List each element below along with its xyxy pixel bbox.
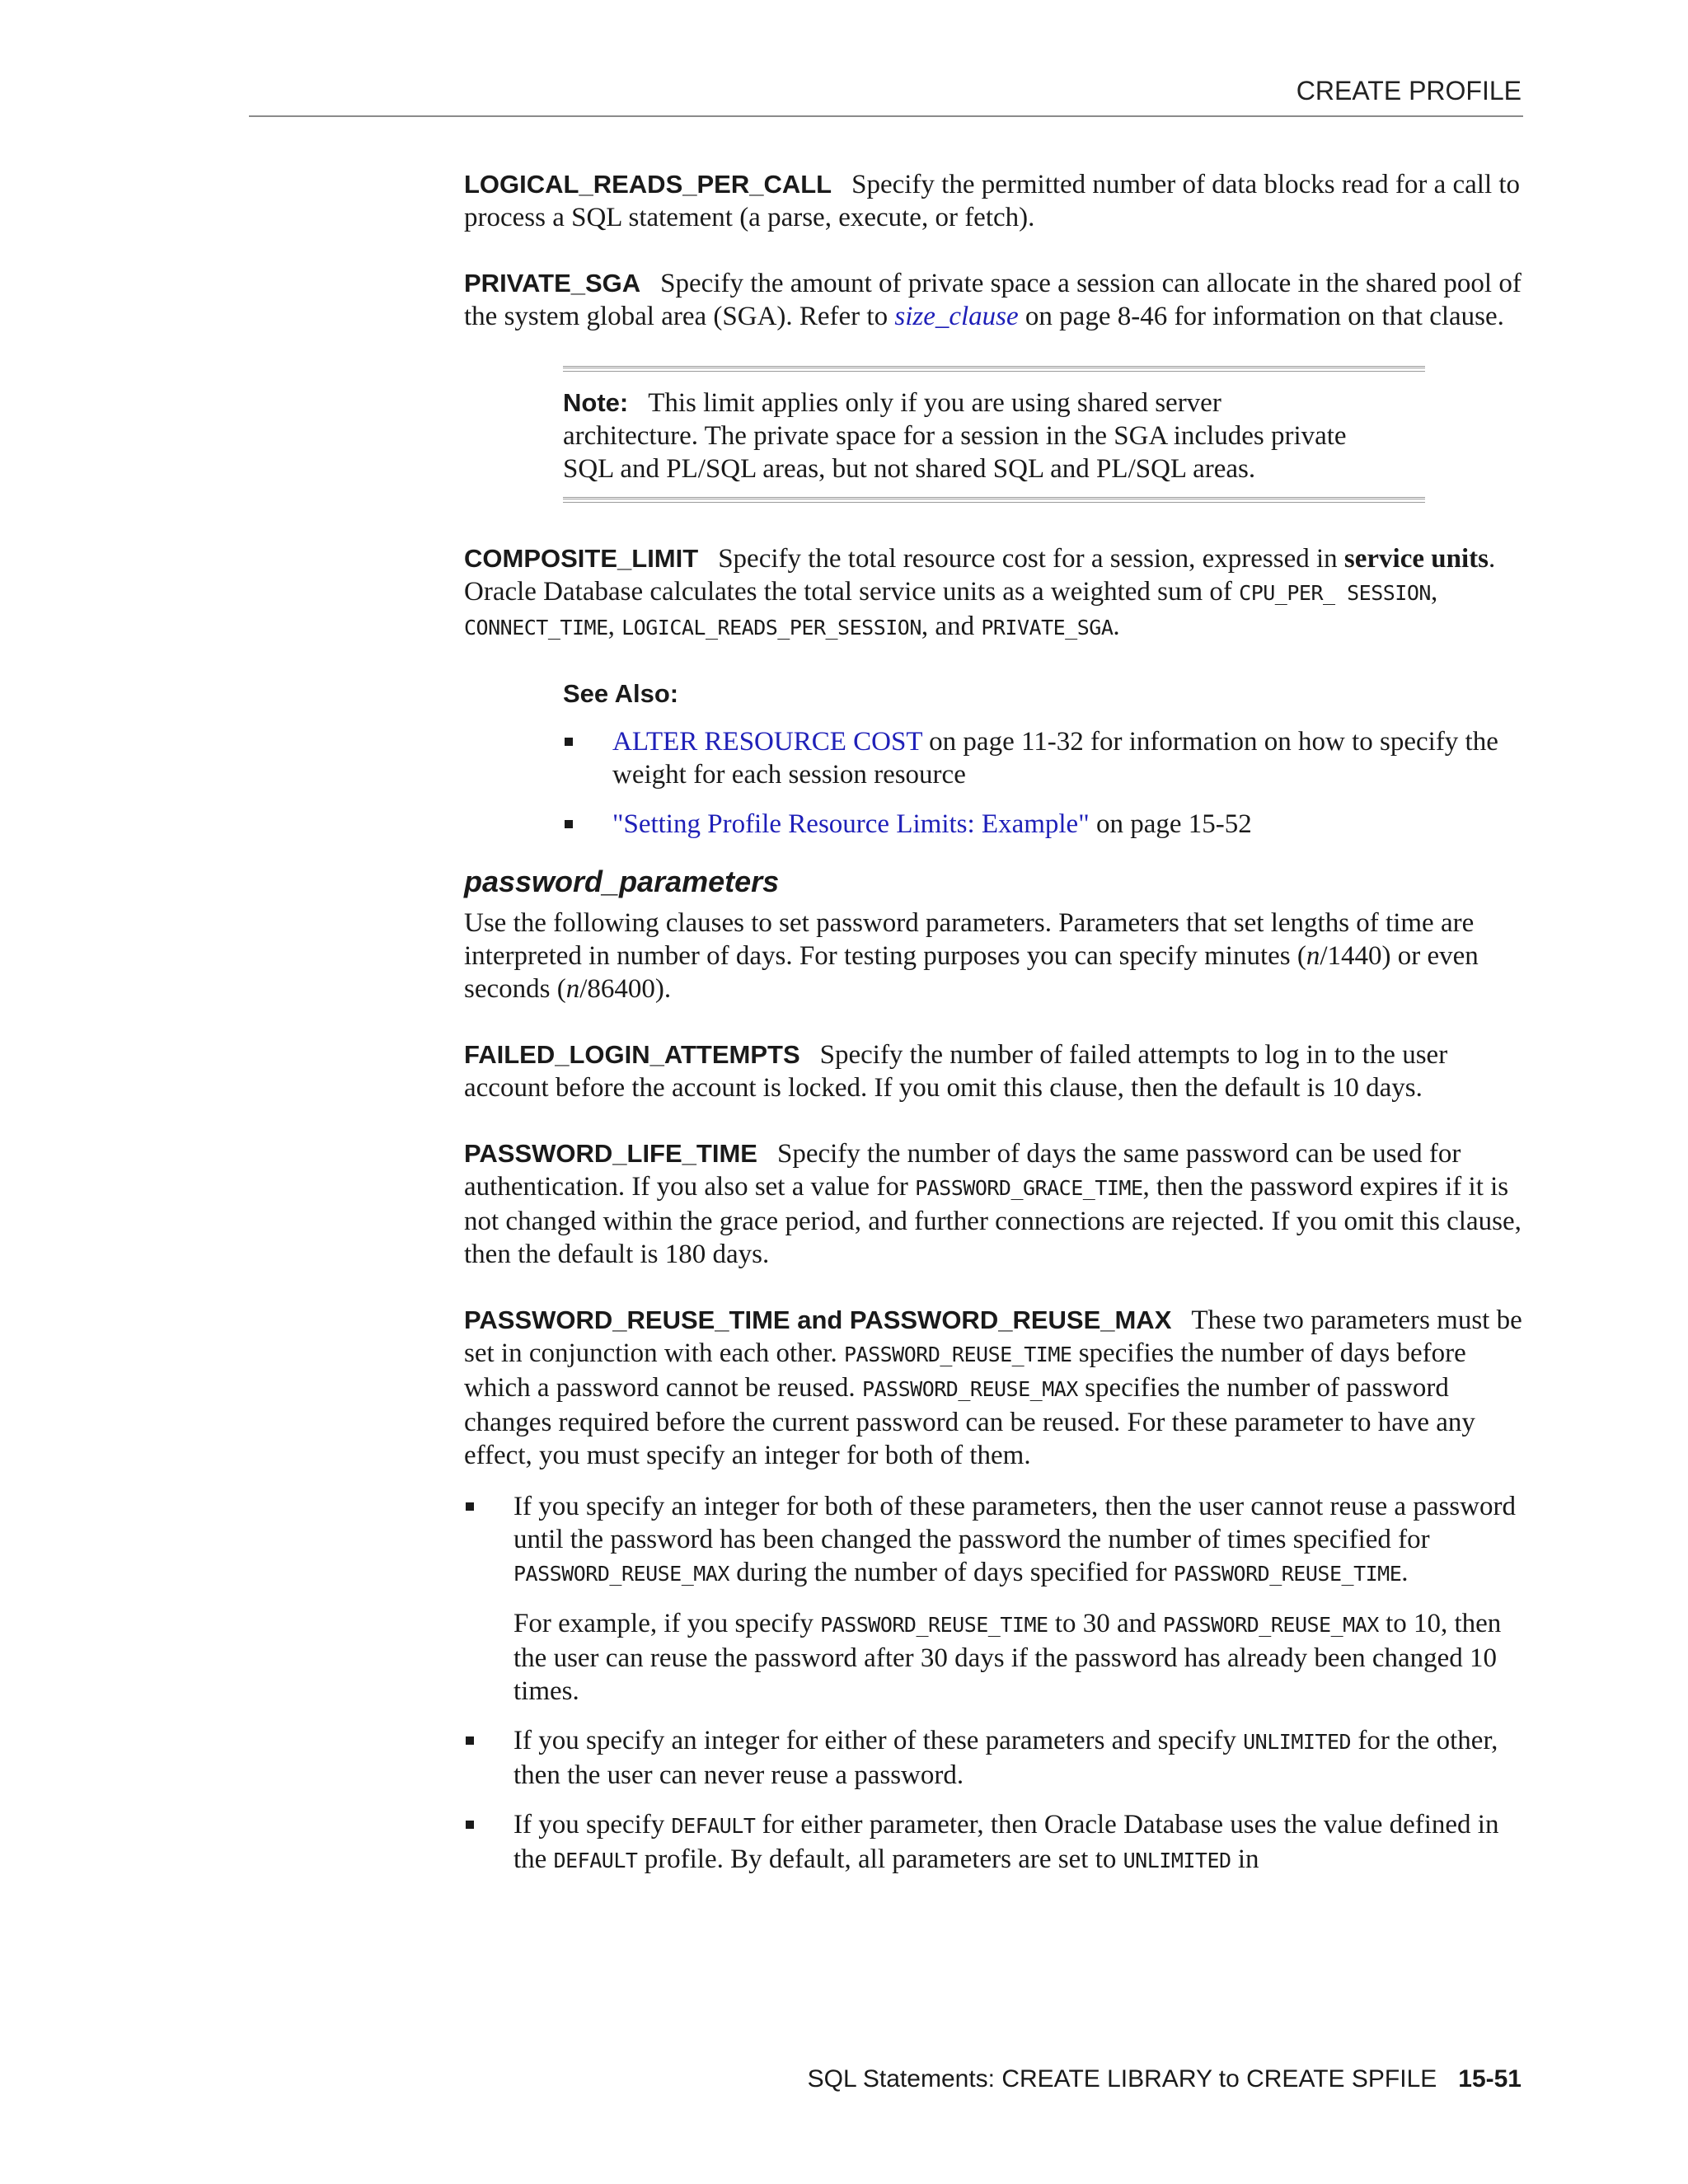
code-password-reuse-max: PASSWORD_REUSE_MAX bbox=[1162, 1613, 1379, 1637]
bullet2-text-b: for the other, then the user can never reuse a password. bbox=[513, 1726, 1498, 1790]
composite-sep3: , and bbox=[921, 612, 982, 641]
password-life-time-paragraph bbox=[464, 1137, 1527, 1271]
size-clause-link[interactable]: size_clause bbox=[894, 302, 1019, 331]
bullet1-end: . bbox=[1401, 1558, 1409, 1587]
page-content bbox=[464, 168, 1527, 1894]
password-reuse-text-c: specifies the number of password changes required before the current password can be reused. For these parameter to have any effect, you must specify an integer for both of them. bbox=[464, 1373, 1475, 1470]
setting-profile-limits-example-link[interactable]: "Setting Profile Resource Limits: Example" bbox=[612, 809, 1090, 839]
square-bullet-icon bbox=[565, 738, 573, 746]
note-text: This limit applies only if you are using shared server architecture. The private space for a session in the SGA includes private SQL and PL/SQL areas, but not shared SQL and PL/SQL areas. bbox=[563, 388, 1347, 484]
see-also-item-text: on page 11-32 for information on how to specify the weight for each session resource bbox=[612, 727, 1498, 790]
composite-limit-paragraph bbox=[464, 542, 1527, 644]
code-password-reuse-time: PASSWORD_REUSE_TIME bbox=[843, 1343, 1072, 1366]
footer-title: SQL Statements: CREATE LIBRARY to CREATE SPFILE bbox=[807, 2065, 1437, 2093]
variable-n: n bbox=[1306, 941, 1320, 971]
term-logical-reads-per-call: LOGICAL_READS_PER_CALL bbox=[464, 170, 832, 199]
term-password-life-time: PASSWORD_LIFE_TIME bbox=[464, 1139, 757, 1168]
password-life-time-text-b: , then the password expires if it is not changed within the grace period, and further connections are rejected. If you omit this clause, then the default is 180 days. bbox=[464, 1172, 1522, 1269]
failed-login-attempts-text: Specify the number of failed attempts to log in to the user account before the account is locked. If you omit this clause, then the default is 10 days. bbox=[464, 1040, 1448, 1103]
password-reuse-bullet-list bbox=[464, 1490, 1527, 1877]
code-password-reuse-max: PASSWORD_REUSE_MAX bbox=[513, 1562, 729, 1586]
header-rule bbox=[249, 115, 1523, 117]
alter-resource-cost-link[interactable]: ALTER RESOURCE COST bbox=[612, 727, 922, 757]
square-bullet-icon bbox=[565, 820, 573, 828]
running-header-title: CREATE PROFILE bbox=[1296, 76, 1522, 105]
bullet-item bbox=[464, 1724, 1527, 1792]
composite-limit-text-b: . Oracle Database calculates the total service units as a weighted sum of bbox=[464, 544, 1496, 607]
code-default: DEFAULT bbox=[553, 1849, 638, 1872]
see-also-item bbox=[563, 725, 1527, 791]
see-also-item-text: on page 15-52 bbox=[1089, 809, 1252, 839]
bullet3-text-c: profile. By default, all parameters are set to bbox=[637, 1844, 1123, 1874]
password-life-time-text-a: Specify the number of days the same password can be used for authentication. If you also set a value for bbox=[464, 1139, 1461, 1202]
code-unlimited: UNLIMITED bbox=[1243, 1730, 1352, 1754]
code-default: DEFAULT bbox=[671, 1814, 756, 1838]
bullet3-text-b: for either parameter, then Oracle Database uses the value defined in the bbox=[513, 1810, 1499, 1874]
password-reuse-text-a: These two parameters must be set in conjunction with each other. bbox=[464, 1305, 1522, 1368]
note-body bbox=[563, 372, 1425, 497]
code-cpu-per-session: CPU_PER_ SESSION bbox=[1239, 581, 1431, 605]
password-reuse-text-b: specifies the number of days before which a password cannot be reused. bbox=[464, 1338, 1466, 1403]
code-password-grace-time: PASSWORD_GRACE_TIME bbox=[915, 1176, 1143, 1200]
see-also-list bbox=[563, 725, 1527, 841]
term-private-sga: PRIVATE_SGA bbox=[464, 269, 641, 298]
composite-sep1: , bbox=[1430, 577, 1438, 607]
code-logical-reads-per-session: LOGICAL_READS_PER_SESSION bbox=[621, 616, 921, 640]
logical-reads-per-call-paragraph bbox=[464, 168, 1527, 234]
code-password-reuse-time: PASSWORD_REUSE_TIME bbox=[820, 1613, 1048, 1637]
intro-text-c: /86400). bbox=[579, 974, 672, 1004]
private-sga-text-a: Specify the amount of private space a session can allocate in the shared pool of the system global area (SGA). Refer to bbox=[464, 269, 1522, 331]
term-failed-login-attempts: FAILED_LOGIN_ATTEMPTS bbox=[464, 1040, 800, 1069]
bullet1-example bbox=[513, 1607, 1527, 1708]
logical-reads-per-call-text: Specify the permitted number of data blocks read for a call to process a SQL statement (a parse, execute, or fetch). bbox=[464, 170, 1521, 232]
variable-n: n bbox=[565, 974, 580, 1004]
bullet1-text-a: If you specify an integer for both of these parameters, then the user cannot reuse a password until the password has been changed the password the number of times specified for bbox=[513, 1492, 1516, 1554]
bullet1-text-b: during the number of days specified for bbox=[729, 1558, 1174, 1587]
failed-login-attempts-paragraph bbox=[464, 1038, 1527, 1104]
section-heading-password-parameters: password_parameters bbox=[464, 865, 780, 898]
bullet3-text-a: If you specify bbox=[513, 1810, 672, 1840]
composite-sep2: , bbox=[607, 612, 622, 641]
intro-text-a: Use the following clauses to set password parameters. Parameters that set lengths of time are interpreted in number of days. For testing purposes you can specify minutes ( bbox=[464, 908, 1475, 971]
bullet2-text-a: If you specify an integer for either of these parameters and specify bbox=[513, 1726, 1244, 1755]
example-text-b: to 30 and bbox=[1048, 1609, 1163, 1638]
example-text-c: to 10, then the user can reuse the password after 30 days if the password has already been changed 10 times. bbox=[513, 1609, 1502, 1706]
code-password-reuse-max: PASSWORD_REUSE_MAX bbox=[861, 1377, 1078, 1401]
term-composite-limit: COMPOSITE_LIMIT bbox=[464, 544, 699, 573]
square-bullet-icon bbox=[466, 1502, 474, 1511]
service-units-bold: service units bbox=[1343, 544, 1489, 574]
composite-limit-text-a: Specify the total resource cost for a session, expressed in bbox=[718, 544, 1344, 574]
composite-end: . bbox=[1113, 612, 1120, 641]
code-password-reuse-time: PASSWORD_REUSE_TIME bbox=[1173, 1562, 1402, 1586]
note-top-rule bbox=[563, 366, 1425, 372]
see-also-item bbox=[563, 808, 1527, 841]
square-bullet-icon bbox=[466, 1736, 474, 1745]
see-also-label: See Also: bbox=[563, 679, 679, 708]
running-footer bbox=[808, 2065, 1522, 2093]
term-password-reuse: PASSWORD_REUSE_TIME and PASSWORD_REUSE_MAX bbox=[464, 1305, 1172, 1334]
note-bottom-rule bbox=[563, 497, 1425, 503]
bullet3-text-d: in bbox=[1231, 1844, 1259, 1874]
note-label: Note: bbox=[563, 388, 629, 417]
see-also-box bbox=[563, 677, 1527, 841]
note-box bbox=[563, 366, 1425, 503]
bullet-item bbox=[464, 1808, 1527, 1877]
bullet-item bbox=[464, 1490, 1527, 1708]
example-text-a: For example, if you specify bbox=[513, 1609, 821, 1638]
code-unlimited: UNLIMITED bbox=[1123, 1849, 1231, 1872]
square-bullet-icon bbox=[466, 1821, 474, 1829]
private-sga-paragraph bbox=[464, 267, 1527, 333]
code-connect-time: CONNECT_TIME bbox=[464, 616, 608, 640]
password-reuse-paragraph bbox=[464, 1304, 1527, 1472]
password-parameters-intro bbox=[464, 907, 1527, 1005]
code-private-sga: PRIVATE_SGA bbox=[981, 616, 1114, 640]
page-number: 15-51 bbox=[1458, 2065, 1522, 2093]
private-sga-text-b: on page 8-46 for information on that clause. bbox=[1018, 302, 1504, 331]
intro-text-b: /1440) or even seconds ( bbox=[464, 941, 1479, 1004]
